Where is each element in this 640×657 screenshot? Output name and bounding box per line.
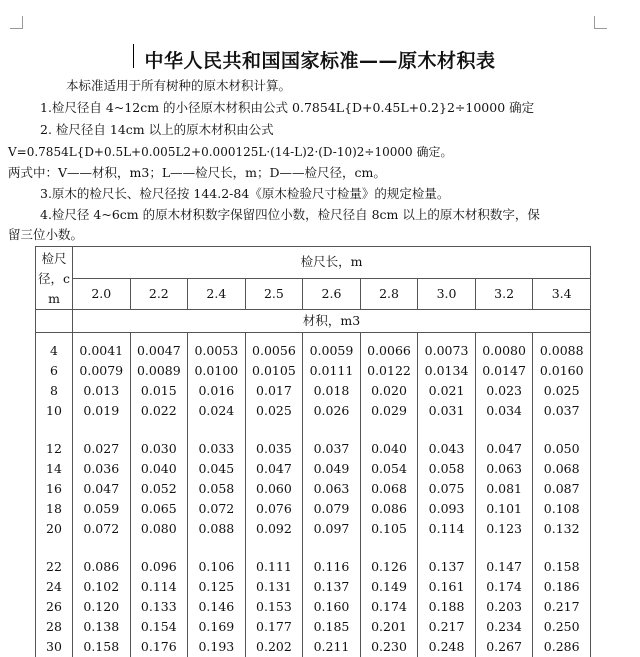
volume-cell: 0.026 bbox=[303, 401, 361, 421]
volume-cell: 0.072 bbox=[73, 519, 131, 539]
volume-header: 材积，m3 bbox=[73, 310, 591, 333]
length-header-cell: 3.2 bbox=[475, 278, 533, 310]
volume-cell: 0.149 bbox=[360, 577, 418, 597]
volume-cell: 0.125 bbox=[188, 577, 246, 597]
volume-cell: 0.248 bbox=[418, 637, 476, 657]
table-row bbox=[36, 617, 591, 637]
blank-cell bbox=[475, 539, 533, 557]
volume-cell: 0.080 bbox=[130, 519, 188, 539]
paragraph-formula: V=0.7854L{D+0.5L+0.005L2+0.000125L·(14-L)2·(D-10)2÷10000 确定。 bbox=[8, 145, 453, 159]
volume-cell: 0.211 bbox=[303, 637, 361, 657]
volume-cell: 0.092 bbox=[245, 519, 303, 539]
volume-cell: 0.174 bbox=[360, 597, 418, 617]
diameter-cell: 28 bbox=[36, 617, 73, 637]
volume-cell: 0.031 bbox=[418, 401, 476, 421]
volume-cell: 0.160 bbox=[303, 597, 361, 617]
volume-cell: 0.015 bbox=[130, 381, 188, 401]
volume-cell: 0.029 bbox=[360, 401, 418, 421]
volume-cell: 0.202 bbox=[245, 637, 303, 657]
blank-cell bbox=[73, 539, 131, 557]
volume-cell: 0.186 bbox=[533, 577, 591, 597]
volume-cell: 0.0160 bbox=[533, 361, 591, 381]
volume-cell: 0.174 bbox=[475, 577, 533, 597]
blank-cell bbox=[73, 421, 131, 439]
diameter-cell: 24 bbox=[36, 577, 73, 597]
blank-cell bbox=[36, 333, 73, 342]
volume-cell: 0.049 bbox=[303, 459, 361, 479]
volume-cell: 0.096 bbox=[130, 557, 188, 577]
diameter-cell: 16 bbox=[36, 479, 73, 499]
volume-cell: 0.102 bbox=[73, 577, 131, 597]
blank-cell bbox=[533, 539, 591, 557]
blank-cell bbox=[36, 539, 73, 557]
volume-cell: 0.081 bbox=[475, 479, 533, 499]
table-row bbox=[36, 459, 591, 479]
paragraph-rule-2: 2. 检尺径自 14cm 以上的原木材积由公式 bbox=[40, 122, 274, 137]
volume-cell: 0.058 bbox=[418, 459, 476, 479]
volume-cell: 0.101 bbox=[475, 499, 533, 519]
volume-cell: 0.138 bbox=[73, 617, 131, 637]
volume-cell: 0.114 bbox=[418, 519, 476, 539]
length-group-header: 检尺长，m bbox=[73, 247, 591, 279]
diameter-cell: 6 bbox=[36, 361, 73, 381]
blank-cell bbox=[533, 333, 591, 342]
volume-cell: 0.060 bbox=[245, 479, 303, 499]
volume-cell: 0.063 bbox=[475, 459, 533, 479]
volume-cell: 0.176 bbox=[130, 637, 188, 657]
volume-cell: 0.023 bbox=[475, 381, 533, 401]
volume-cell: 0.087 bbox=[533, 479, 591, 499]
volume-cell: 0.052 bbox=[130, 479, 188, 499]
volume-cell: 0.203 bbox=[475, 597, 533, 617]
volume-cell: 0.037 bbox=[303, 439, 361, 459]
diameter-cell: 20 bbox=[36, 519, 73, 539]
diameter-cell: 30 bbox=[36, 637, 73, 657]
volume-cell: 0.050 bbox=[533, 439, 591, 459]
diameter-cell: 10 bbox=[36, 401, 73, 421]
diameter-cell: 4 bbox=[36, 341, 73, 361]
blank-cell bbox=[360, 539, 418, 557]
blank-cell bbox=[475, 333, 533, 342]
blank-cell bbox=[418, 333, 476, 342]
diameter-cell: 26 bbox=[36, 597, 73, 617]
volume-cell: 0.0134 bbox=[418, 361, 476, 381]
blank-cell bbox=[418, 539, 476, 557]
volume-cell: 0.0088 bbox=[533, 341, 591, 361]
diameter-cell: 8 bbox=[36, 381, 73, 401]
volume-cell: 0.153 bbox=[245, 597, 303, 617]
diameter-header bbox=[36, 247, 73, 310]
volume-cell: 0.123 bbox=[475, 519, 533, 539]
diameter-header-text: 检尺径，cm bbox=[37, 251, 70, 306]
length-header-cell: 2.6 bbox=[303, 278, 361, 310]
volume-cell: 0.126 bbox=[360, 557, 418, 577]
table-row bbox=[36, 341, 591, 361]
blank-cell bbox=[130, 421, 188, 439]
volume-cell: 0.086 bbox=[360, 499, 418, 519]
volume-cell: 0.022 bbox=[130, 401, 188, 421]
blank-cell bbox=[130, 539, 188, 557]
diameter-cell: 14 bbox=[36, 459, 73, 479]
table-row bbox=[36, 439, 591, 459]
volume-cell: 0.114 bbox=[130, 577, 188, 597]
volume-cell: 0.137 bbox=[418, 557, 476, 577]
blank-cell bbox=[188, 539, 246, 557]
volume-cell: 0.169 bbox=[188, 617, 246, 637]
volume-cell: 0.217 bbox=[418, 617, 476, 637]
blank-cell bbox=[303, 421, 361, 439]
volume-cell: 0.025 bbox=[533, 381, 591, 401]
volume-cell: 0.093 bbox=[418, 499, 476, 519]
volume-cell: 0.024 bbox=[188, 401, 246, 421]
volume-cell: 0.017 bbox=[245, 381, 303, 401]
volume-cell: 0.146 bbox=[188, 597, 246, 617]
volume-cell: 0.154 bbox=[130, 617, 188, 637]
blank-cell bbox=[303, 333, 361, 342]
volume-cell: 0.131 bbox=[245, 577, 303, 597]
blank-cell bbox=[303, 539, 361, 557]
volume-cell: 0.018 bbox=[303, 381, 361, 401]
volume-cell: 0.0056 bbox=[245, 341, 303, 361]
length-header-cell: 2.4 bbox=[188, 278, 246, 310]
volume-cell: 0.0059 bbox=[303, 341, 361, 361]
blank-cell bbox=[188, 421, 246, 439]
volume-cell: 0.158 bbox=[73, 637, 131, 657]
volume-cell: 0.0079 bbox=[73, 361, 131, 381]
length-header-cell: 2.5 bbox=[245, 278, 303, 310]
length-header-cell: 2.8 bbox=[360, 278, 418, 310]
volume-cell: 0.043 bbox=[418, 439, 476, 459]
table-row bbox=[36, 401, 591, 421]
blank-cell bbox=[188, 333, 246, 342]
length-header-cell: 2.2 bbox=[130, 278, 188, 310]
volume-cell: 0.267 bbox=[475, 637, 533, 657]
volume-cell: 0.068 bbox=[533, 459, 591, 479]
paragraph-rule-4 bbox=[0, 205, 640, 225]
volume-cell: 0.108 bbox=[533, 499, 591, 519]
volume-cell: 0.013 bbox=[73, 381, 131, 401]
volume-cell: 0.016 bbox=[188, 381, 246, 401]
volume-cell: 0.020 bbox=[360, 381, 418, 401]
volume-cell: 0.037 bbox=[533, 401, 591, 421]
volume-cell: 0.0122 bbox=[360, 361, 418, 381]
volume-cell: 0.033 bbox=[188, 439, 246, 459]
volume-cell: 0.072 bbox=[188, 499, 246, 519]
table-row bbox=[36, 499, 591, 519]
volume-cell: 0.188 bbox=[418, 597, 476, 617]
volume-cell: 0.0100 bbox=[188, 361, 246, 381]
volume-cell: 0.076 bbox=[245, 499, 303, 519]
volume-cell: 0.097 bbox=[303, 519, 361, 539]
blank-cell bbox=[245, 539, 303, 557]
volume-cell: 0.075 bbox=[418, 479, 476, 499]
volume-cell: 0.234 bbox=[475, 617, 533, 637]
volume-cell: 0.116 bbox=[303, 557, 361, 577]
volume-cell: 0.088 bbox=[188, 519, 246, 539]
volume-table bbox=[35, 246, 591, 657]
volume-cell: 0.027 bbox=[73, 439, 131, 459]
volume-cell: 0.040 bbox=[130, 459, 188, 479]
page-corner-mark-left bbox=[10, 16, 23, 29]
diameter-cell: 22 bbox=[36, 557, 73, 577]
volume-cell: 0.021 bbox=[418, 381, 476, 401]
diameter-cell: 12 bbox=[36, 439, 73, 459]
volume-cell: 0.063 bbox=[303, 479, 361, 499]
table-row bbox=[36, 637, 591, 657]
volume-cell: 0.0080 bbox=[475, 341, 533, 361]
paragraph-rule-4-line1: 4.检尺径 4~6cm 的原木材积数字保留四位小数，检尺径自 8cm 以上的原木材积数字，保 bbox=[40, 207, 540, 222]
volume-cell: 0.0073 bbox=[418, 341, 476, 361]
volume-cell: 0.286 bbox=[533, 637, 591, 657]
volume-cell: 0.030 bbox=[130, 439, 188, 459]
blank-cell bbox=[418, 421, 476, 439]
volume-cell: 0.079 bbox=[303, 499, 361, 519]
volume-cell: 0.137 bbox=[303, 577, 361, 597]
volume-cell: 0.034 bbox=[475, 401, 533, 421]
table-row bbox=[36, 519, 591, 539]
volume-cell: 0.035 bbox=[245, 439, 303, 459]
length-header-cell: 2.0 bbox=[73, 278, 131, 310]
volume-cell: 0.147 bbox=[475, 557, 533, 577]
volume-cell: 0.177 bbox=[245, 617, 303, 637]
volume-cell: 0.0066 bbox=[360, 341, 418, 361]
blank-cell bbox=[130, 333, 188, 342]
blank-cell bbox=[360, 333, 418, 342]
volume-cell: 0.019 bbox=[73, 401, 131, 421]
volume-cell: 0.065 bbox=[130, 499, 188, 519]
volume-cell: 0.161 bbox=[418, 577, 476, 597]
volume-cell: 0.0105 bbox=[245, 361, 303, 381]
paragraph-legend: 两式中：V——材积，m3；L——检尺长，m；D——检尺径，cm。 bbox=[8, 165, 386, 180]
volume-cell: 0.132 bbox=[533, 519, 591, 539]
volume-cell: 0.047 bbox=[475, 439, 533, 459]
length-header-cell: 3.0 bbox=[418, 278, 476, 310]
volume-cell: 0.201 bbox=[360, 617, 418, 637]
volume-cell: 0.158 bbox=[533, 557, 591, 577]
volume-cell: 0.068 bbox=[360, 479, 418, 499]
table-row bbox=[36, 361, 591, 381]
volume-cell: 0.0047 bbox=[130, 341, 188, 361]
volume-cell: 0.025 bbox=[245, 401, 303, 421]
volume-cell: 0.133 bbox=[130, 597, 188, 617]
paragraph-rule-3: 3.原木的检尺长、检尺径按 144.2-84《原木检验尺寸检量》的规定检量。 bbox=[40, 186, 450, 201]
volume-cell: 0.105 bbox=[360, 519, 418, 539]
paragraph-intro: 本标准适用于所有树种的原木材积计算。 bbox=[66, 78, 292, 93]
volume-cell: 0.086 bbox=[73, 557, 131, 577]
table-row bbox=[36, 557, 591, 577]
volume-cell: 0.250 bbox=[533, 617, 591, 637]
volume-cell: 0.054 bbox=[360, 459, 418, 479]
paragraph-rule-1: 1.检尺径自 4~12cm 的小径原木材积由公式 0.7854L{D+0.45L+0.2}2÷10000 确定 bbox=[40, 100, 535, 115]
volume-cell: 0.193 bbox=[188, 637, 246, 657]
length-header-cell: 3.4 bbox=[533, 278, 591, 310]
volume-cell: 0.058 bbox=[188, 479, 246, 499]
blank-cell bbox=[360, 421, 418, 439]
document-title: 中华人民共和国国家标准——原木材积表 bbox=[144, 50, 496, 72]
volume-cell: 0.059 bbox=[73, 499, 131, 519]
table-row bbox=[36, 381, 591, 401]
volume-cell: 0.111 bbox=[245, 557, 303, 577]
blank-cell bbox=[475, 421, 533, 439]
diameter-cell: 18 bbox=[36, 499, 73, 519]
volume-cell: 0.217 bbox=[533, 597, 591, 617]
volume-cell: 0.0089 bbox=[130, 361, 188, 381]
blank-cell bbox=[36, 421, 73, 439]
volume-cell: 0.047 bbox=[73, 479, 131, 499]
volume-cell: 0.0053 bbox=[188, 341, 246, 361]
volume-cell: 0.047 bbox=[245, 459, 303, 479]
volume-cell: 0.0147 bbox=[475, 361, 533, 381]
volume-cell: 0.0041 bbox=[73, 341, 131, 361]
paragraph-rule-4-line2: 留三位小数。 bbox=[8, 227, 84, 242]
blank-cell bbox=[245, 421, 303, 439]
table-row bbox=[36, 479, 591, 499]
volume-cell: 0.230 bbox=[360, 637, 418, 657]
volume-cell: 0.185 bbox=[303, 617, 361, 637]
page-corner-mark-right bbox=[594, 16, 607, 29]
volume-cell: 0.036 bbox=[73, 459, 131, 479]
table-row bbox=[36, 577, 591, 597]
blank-cell bbox=[73, 333, 131, 342]
volume-cell: 0.045 bbox=[188, 459, 246, 479]
volume-header-blank bbox=[36, 310, 73, 333]
volume-cell: 0.106 bbox=[188, 557, 246, 577]
blank-cell bbox=[245, 333, 303, 342]
table-row bbox=[36, 597, 591, 617]
blank-cell bbox=[533, 421, 591, 439]
volume-cell: 0.120 bbox=[73, 597, 131, 617]
volume-cell: 0.040 bbox=[360, 439, 418, 459]
volume-cell: 0.0111 bbox=[303, 361, 361, 381]
